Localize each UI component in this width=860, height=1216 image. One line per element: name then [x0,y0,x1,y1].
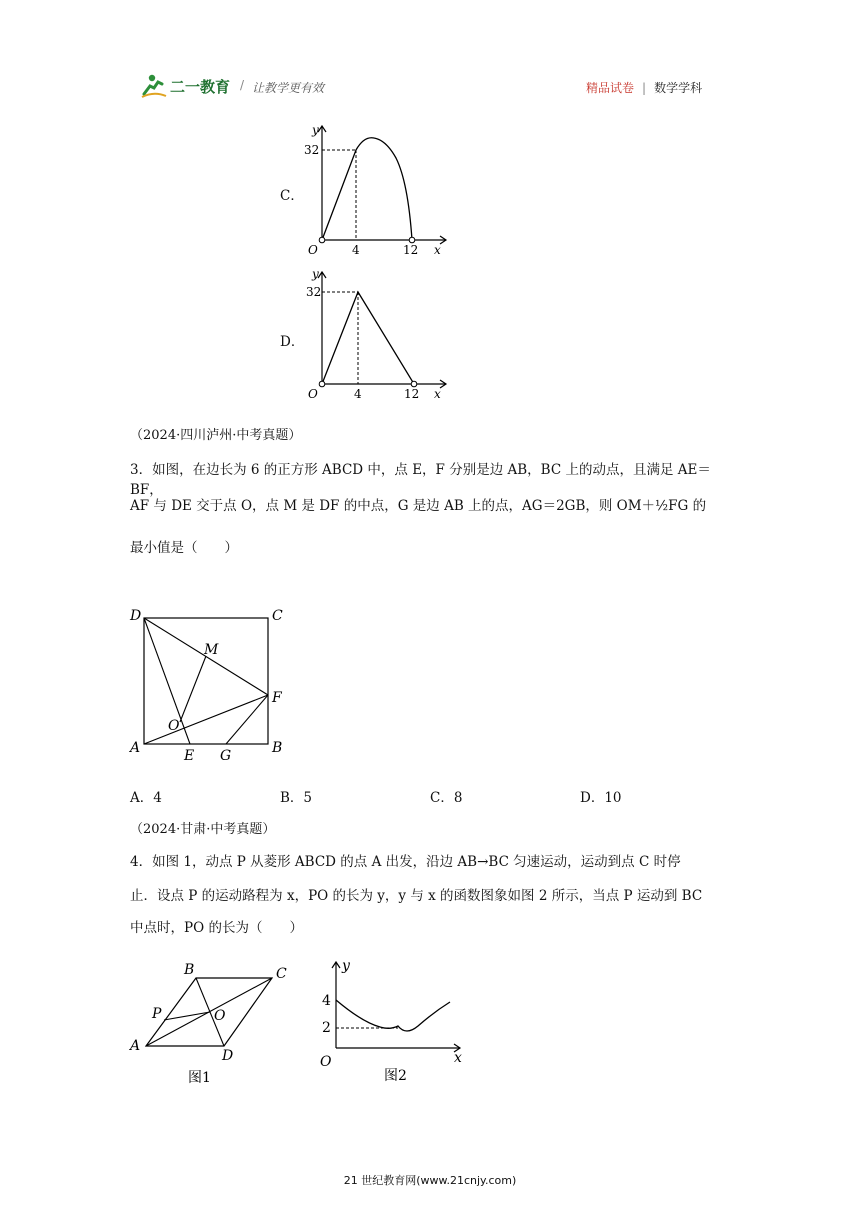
sq-label-E: E [184,748,195,764]
q4-function-graph [310,952,480,1088]
sq-label-C: C [272,608,283,624]
q3-line3: 最小值是（ ） [130,540,238,556]
slogan-slash: / [240,78,245,92]
sq-label-O: O [168,718,180,734]
sq-label-A: A [130,740,141,756]
d-axis-x: x [434,387,441,401]
tag-separator: | [642,81,647,95]
fig1-caption: 图1 [188,1070,211,1086]
g2-axis-x: x [454,1050,462,1066]
c-axis-x: x [434,243,441,257]
c-axis-y: y [312,123,319,137]
header-slogan: 让教学更有效 [252,81,325,95]
sq-label-G: G [220,748,232,764]
option-c-graph [300,118,460,258]
q4-line2: 止．设点 P 的运动路程为 x，PO 的长为 y，y 与 x 的函数图象如图 2 所示，当点 P 运动到 BC [130,888,703,904]
d-tick-32: 32 [306,285,322,299]
sq-label-D: D [130,608,142,624]
tag-subject: 数学学科 [654,81,703,95]
rh-label-A: A [130,1038,141,1054]
c-tick-12: 12 [403,243,419,257]
rh-label-P: P [152,1006,162,1022]
sq-label-F: F [272,690,282,706]
q3-option-b: B．5 [280,790,313,806]
rh-label-C: C [276,966,287,982]
q3-option-d: D．10 [580,790,622,806]
g2-origin: O [320,1054,332,1070]
page-footer: 21 世纪教育网(www.21cnjy.com) [343,1174,517,1187]
q3-option-c: C．8 [430,790,463,806]
option-c-label: C． [280,188,304,204]
g2-tick-2: 2 [322,1020,331,1036]
option-d-label: D． [280,334,305,350]
d-tick-12: 12 [404,387,420,401]
option-d-graph [300,264,460,404]
fig2-caption: 图2 [384,1068,407,1084]
c-tick-4: 4 [352,243,360,257]
q4-line1: 4．如图 1，动点 P 从菱形 ABCD 的点 A 出发，沿边 AB→BC 匀速运动，运动到点 C 时停 [130,854,681,870]
c-origin: O [308,243,318,257]
c-tick-32: 32 [304,143,320,157]
rh-label-O: O [214,1008,226,1024]
q4-rhombus-figure [126,958,306,1088]
d-axis-y: y [312,267,319,281]
rh-label-D: D [222,1048,234,1064]
d-tick-4: 4 [354,387,362,401]
sq-label-M: M [204,642,219,658]
g2-axis-y: y [342,958,350,974]
header-tags [586,79,702,96]
sq-label-B: B [272,740,283,756]
d-origin: O [308,387,318,401]
brand-name: 二一教育 [170,78,231,96]
tag-premium: 精品试卷 [586,81,635,95]
q3-line1: 3．如图，在边长为 6 的正方形 ABCD 中，点 E，F 分别是边 AB，BC 上的动点，且满足 AE＝BF， [130,462,711,498]
rh-label-B: B [184,962,195,978]
q3-source: （2024·四川泸州·中考真题） [130,428,302,443]
q3-square-figure [124,602,294,764]
runner-icon [142,75,166,97]
g2-tick-4: 4 [322,993,331,1009]
q3-option-a: A．4 [130,790,162,806]
brand-logo [140,72,250,104]
q3-line2: AF 与 DE 交于点 O，点 M 是 DF 的中点，G 是边 AB 上的点，AG＝2GB，则 OM＋½FG 的 [130,498,707,514]
q4-source: （2024·甘肃·中考真题） [130,822,276,837]
q4-line3: 中点时，PO 的长为（ ） [130,920,303,936]
